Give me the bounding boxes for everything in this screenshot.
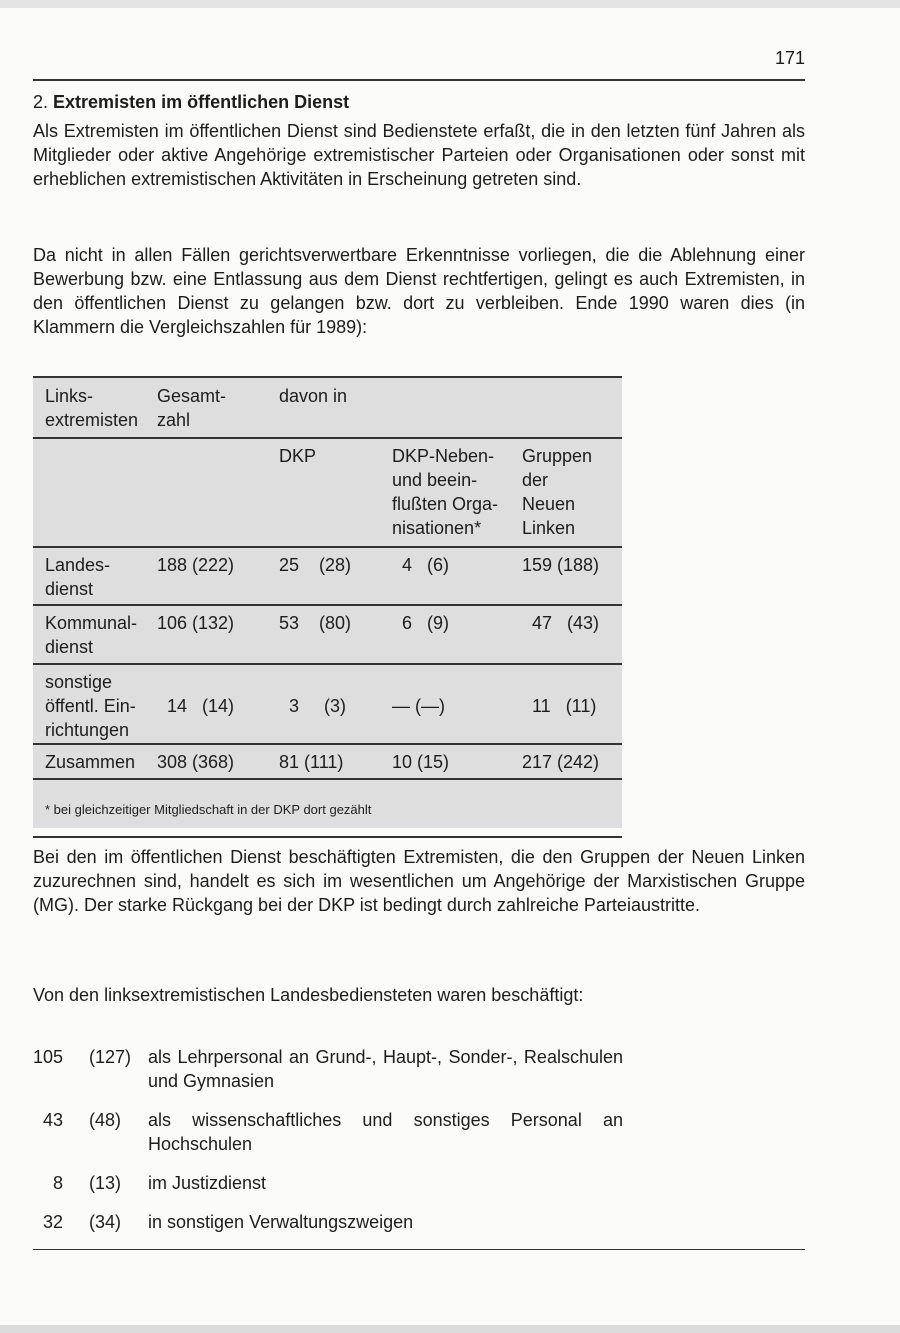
cell-neue: 217 (242) — [522, 744, 622, 779]
table-row-total — [33, 744, 622, 779]
table-row — [33, 605, 622, 664]
cell-total: 188 (222) — [157, 547, 279, 605]
scan-edge-bottom — [0, 1325, 900, 1333]
row-label: Landes- dienst — [33, 547, 157, 605]
cell-total: 14 (14) — [157, 664, 279, 744]
cell-dkp: 3 (3) — [279, 664, 392, 744]
footer-rule — [33, 1249, 805, 1250]
table-row — [33, 664, 622, 744]
cell-neben: 4 (6) — [392, 547, 522, 605]
list-text: als wissenschaftliches und sonstiges Personal an Hochschulen — [148, 1110, 623, 1154]
list-prev-count: (127) — [89, 1047, 132, 1067]
section-heading — [33, 92, 349, 113]
header-dkp: DKP — [279, 438, 392, 547]
section-title: Extremisten im öffentlichen Dienst — [53, 92, 350, 112]
page-number: 171 — [774, 48, 805, 68]
header-total: Gesamt- zahl — [157, 377, 279, 438]
section-number: 2. — [33, 92, 49, 112]
scan-edge-top — [0, 0, 900, 8]
header-rule — [33, 79, 805, 81]
cell-dkp: 53 (80) — [279, 605, 392, 664]
row-label: Kommunal- dienst — [33, 605, 157, 664]
header-davon: davon in — [279, 377, 622, 438]
header-dkp-neben: DKP-Neben- und beein- flußten Orga- nisationen* — [392, 438, 522, 547]
cell-total: 308 (368) — [157, 744, 279, 779]
list-count: 8 — [52, 1173, 63, 1193]
paragraph-definition: Als Extremisten im öffentlichen Dienst sind Bedienstete erfaßt, die in den letzten fünf Jahren als Mitglieder oder aktive Angehörige extremistischer Parteien oder Organisationen oder sonst mit erheblichen extremistischen Aktivitäten in Erscheinung getreten sind. — [33, 121, 805, 189]
list-text: als Lehrpersonal an Grund-, Haupt-, Sonder-, Realschulen und Gymnasien — [148, 1047, 623, 1091]
list-text: in sonstigen Verwaltungszweigen — [148, 1212, 414, 1232]
row-label: Zusammen — [33, 744, 157, 779]
cell-dkp: 81 (111) — [279, 744, 392, 779]
cell-dkp: 25 (28) — [279, 547, 392, 605]
cell-neue: 159 (188) — [522, 547, 622, 605]
list-text: im Justizdienst — [148, 1173, 267, 1193]
header-category: Links- extremisten — [33, 377, 157, 438]
cell-total: 106 (132) — [157, 605, 279, 664]
statistics-table — [33, 376, 622, 828]
paragraph-analysis: Bei den im öffentlichen Dienst beschäftigten Extremisten, die den Gruppen der Neuen Linken zuzurechnen sind, handelt es sich im wesentlichen um Angehörige der Marxistischen Gruppe (MG). Der starke Rückgang bei der DKP ist bedingt durch zahlreiche Parteiaustritte. — [33, 847, 805, 915]
list-prev-count: (13) — [89, 1173, 122, 1193]
table-row — [33, 547, 622, 605]
cell-neben: — (—) — [392, 664, 522, 744]
list-prev-count: (34) — [89, 1212, 122, 1232]
list-prev-count: (48) — [89, 1110, 122, 1130]
cell-neben: 6 (9) — [392, 605, 522, 664]
list-count: 105 — [33, 1047, 64, 1067]
list-count: 32 — [42, 1212, 63, 1232]
header-neue-linke: Gruppen der Neuen Linken — [522, 438, 622, 547]
cell-neue: 11 (11) — [522, 664, 622, 744]
paragraph-intro: Da nicht in allen Fällen gerichtsverwertbare Erkenntnisse vorliegen, die die Ablehnung einer Bewerbung bzw. eine Entlassung aus dem Dienst rechtfertigen, gelingt es auch Extremisten, in den öffentlichen Dienst zu gelangen bzw. dort zu verbleiben. Ende 1990 waren dies (in Klammern die Vergleichszahlen für 1989): — [33, 245, 805, 337]
cell-neue: 47 (43) — [522, 605, 622, 664]
row-label: sonstige öffentl. Ein- richtungen — [33, 664, 157, 744]
cell-neben: 10 (15) — [392, 744, 522, 779]
paragraph-list-intro: Von den linksextremistischen Landesbediensteten waren beschäftigt: — [33, 985, 584, 1005]
table-footnote: * bei gleichzeitiger Mitgliedschaft in der DKP dort gezählt — [33, 779, 622, 837]
list-count: 43 — [42, 1110, 63, 1130]
